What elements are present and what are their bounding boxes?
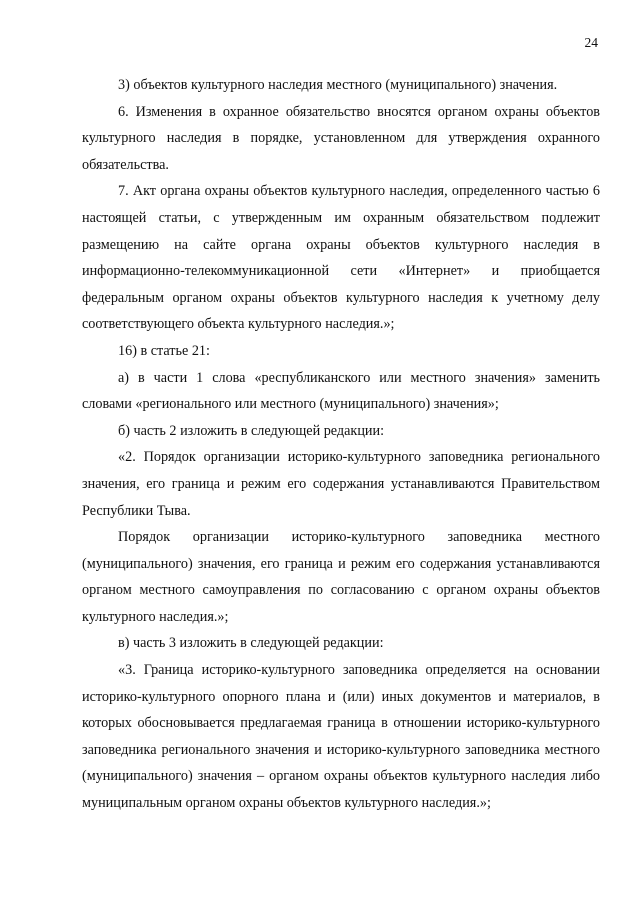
page-number: 24 xyxy=(584,35,598,50)
paragraph-item-3: 3) объектов культурного наследия местного (муниципального) значения. xyxy=(118,77,558,93)
paragraph-part-2-local: Порядок организации историко-культурного заповедника местного (муниципального) значения, его граница и режим его содержания устанавливаются органом местного самоуправления по согласованию с органом охраны объектов культурного наследия.»; xyxy=(82,529,600,625)
paragraph-part-6: 6. Изменения в охранное обязательство вносятся органом охраны объектов культурного наследия в порядке, установленном для утверждения охранного обязательства. xyxy=(82,103,600,173)
paragraph-part-7: 7. Акт органа охраны объектов культурного наследия, определенного частью 6 настоящей статьи, с утвержденным им охранным обязательством подлежит размещению на сайте органа охраны объектов культурного наследия в информационно-телекоммуникационной сети «Интернет» и приобщается федеральным органом охраны объектов культурного наследия к учетному делу соответствующего объекта культурного наследия.»; xyxy=(82,183,600,333)
document-body xyxy=(82,72,600,817)
paragraph-sub-v: в) часть 3 изложить в следующей редакции: xyxy=(118,635,384,652)
paragraph-part-3-quote: «3. Граница историко-культурного заповедника определяется на основании историко-культурного опорного плана и (или) иных документов и материалов, в которых обосновывается предлагаемая граница в отношении историко-культурного заповедника регионального значения и историко-культурного заповедника местного (муниципального) значения – органом охраны объектов культурного наследия либо муниципальным органом охраны объектов культурного наследия.»; xyxy=(82,662,600,812)
paragraph-part-2-quote: «2. Порядок организации историко-культурного заповедника регионального значения, его граница и режим его содержания устанавливаются Правительством Республики Тыва. xyxy=(82,449,600,519)
paragraph-sub-a: а) в части 1 слова «республиканского или местного значения» заменить словами «регионального или местного (муниципального) значения»; xyxy=(82,369,600,413)
paragraph-sub-b: б) часть 2 изложить в следующей редакции: xyxy=(118,422,385,439)
paragraph-item-16: 16) в статье 21: xyxy=(118,342,210,359)
